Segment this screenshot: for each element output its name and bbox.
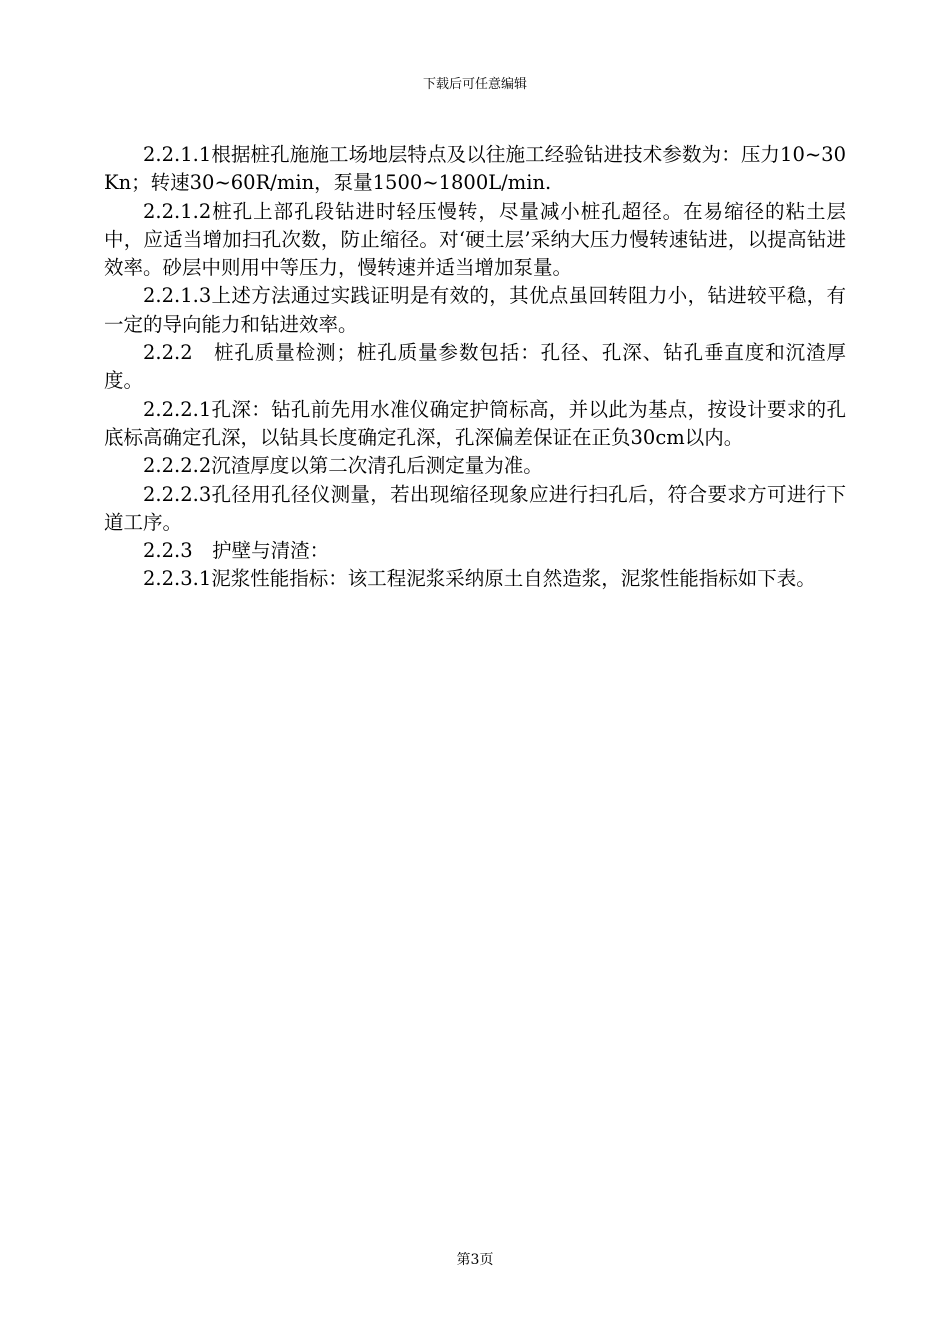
document-body (104, 141, 846, 594)
paragraph-2-2-1-1: 2.2.1.1根据桩孔施施工场地层特点及以往施工经验钻进技术参数为：压力10~30Kn；转速30~60R/min，泵量1500~1800L/min. (104, 143, 846, 195)
paragraph-2-2-3-1: 2.2.3.1泥浆性能指标：该工程泥浆采纳原土自然造浆，泥浆性能指标如下表。 (143, 567, 816, 591)
paragraph-2-2-2: 2.2.2 桩孔质量检测；桩孔质量参数包括：孔径、孔深、钻孔垂直度和沉渣厚度。 (104, 341, 846, 393)
paragraph-2-2-2-3: 2.2.2.3孔径用孔径仪测量，若出现缩径现象应进行扫孔后，符合要求方可进行下道工序。 (104, 482, 846, 534)
paragraph-2-2-1-2: 2.2.1.2桩孔上部孔段钻进时轻压慢转，尽量减小桩孔超径。在易缩径的粘土层中，应适当增加扫孔次数，防止缩径。对‘硬土层’采纳大压力慢转速钻进，以提高钻进效率。砂层中则用中等压力，慢转速并适当增加泵量。 (104, 199, 846, 280)
paragraph-2-2-2-1: 2.2.2.1孔深：钻孔前先用水准仪确定护筒标高，并以此为基点，按设计要求的孔底标高确定孔深，以钻具长度确定孔深，孔深偏差保证在正负30cm以内。 (104, 397, 846, 449)
page-header: 下载后可任意编辑 (422, 77, 527, 92)
paragraph-2-2-3: 2.2.3 护壁与清渣： (143, 539, 330, 563)
paragraph-2-2-1-3: 2.2.1.3上述方法通过实践证明是有效的，其优点虽回转阻力小，钻进较平稳，有一定的导向能力和钻进效率。 (104, 284, 846, 336)
paragraph-2-2-2-2: 2.2.2.2沉渣厚度以第二次清孔后测定量为准。 (143, 454, 543, 478)
page-number: 第3页 (456, 1252, 494, 1268)
